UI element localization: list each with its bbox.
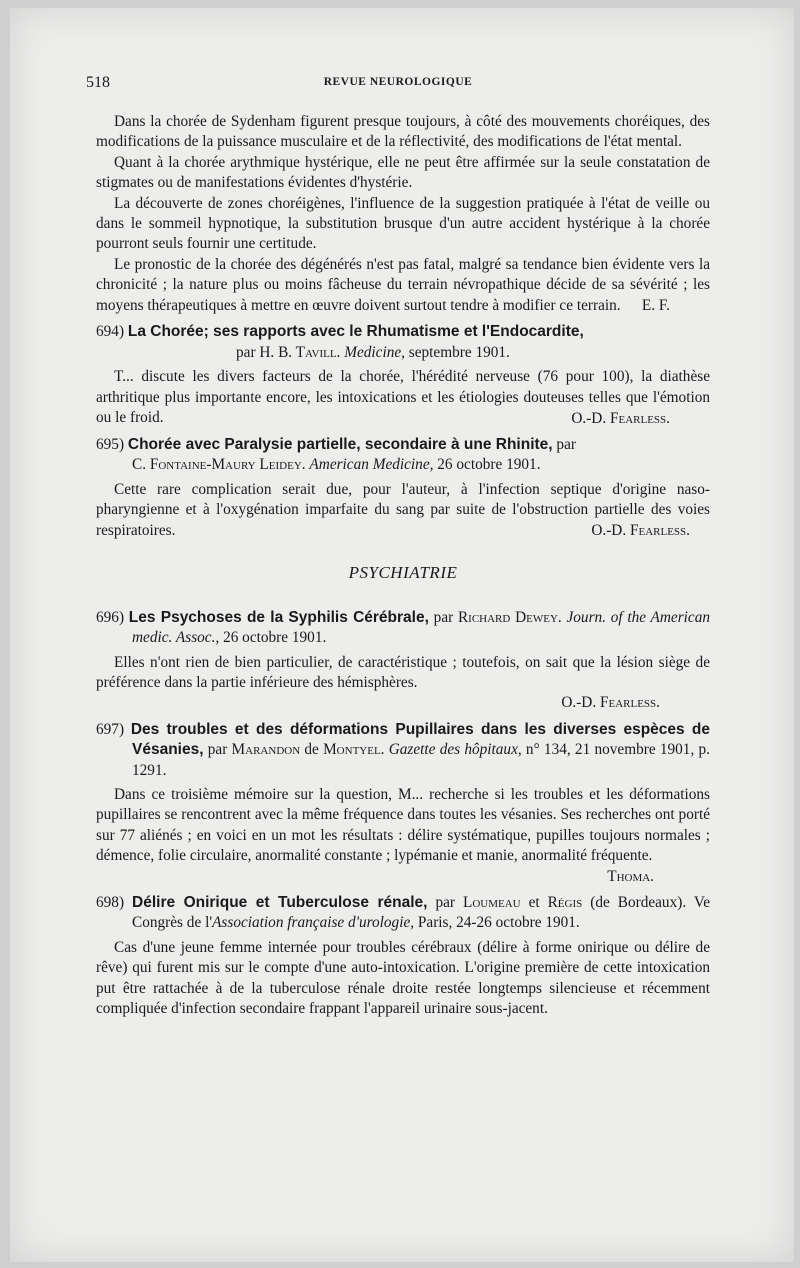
entry-signature: O.-D. Fearless. <box>571 409 670 427</box>
entry-title <box>96 322 710 342</box>
entry-title <box>96 608 710 649</box>
entry-author: Richard Dewey. <box>457 608 562 626</box>
journal-page <box>10 8 794 1262</box>
intro-paragraph: Quant à la chorée arythmique hystérique, elle ne peut être affirmée sur la seule constatation de stigmates ou de manifestations évidentes d'hystérie. <box>96 153 710 192</box>
page-content <box>96 112 710 1019</box>
entry-author: H. B. Tavill. <box>259 343 341 361</box>
entry-title-text: La Chorée; ses rapports avec le Rhumatisme et l'Endocardite, <box>127 323 584 341</box>
entry-author: Marandon <box>231 741 301 759</box>
entry-place: (de Bordeaux). Ve Congrès de l' <box>132 894 710 932</box>
entry-par: par <box>556 435 576 453</box>
entry-698 <box>96 893 710 1019</box>
entry-de: de <box>304 741 319 759</box>
entry-body: Dans ce troisième mémoire sur la question, M... recherche si les troubles et les déformations pupillaires se rencontrent avec la même fréquence dans toutes les vésanies. Ses recherches ont porté sur 77 aliénés ; en voici en un mot les résultats : délire systématique, pupilles toujours normales ; démence, folie circulaire, anormalité constante ; lypémanie et manie, anormalité fréquente. <box>96 786 710 865</box>
entry-title <box>96 435 710 455</box>
entry-source: American Medicine, <box>309 456 434 474</box>
entry-title <box>96 720 710 781</box>
byline-par: par <box>236 343 256 361</box>
entry-title-text: Les Psychoses de la Syphilis Cérébrale, <box>128 608 429 626</box>
entry-title-text: Des troubles et des déformations Pupillaires dans les diverses espèces de Vésanies, <box>130 720 710 759</box>
entry-695 <box>96 435 710 541</box>
entry-date: n° 134, 21 novembre 1901, p. 1291. <box>132 741 710 779</box>
section-heading: PSYCHIATRIE <box>348 563 458 583</box>
entry-signature: O.-D. Fearless. <box>591 521 690 539</box>
entry-body: Cas d'une jeune femme internée pour troubles cérébraux (délire à forme onirique ou délire de rêve) qui furent mis sur le compte d'une auto-intoxication. L'origine première de cette intoxication put être rattachée à de la tuberculose rénale droite restée longtemps silencieuse et récemment compliquée d'infection secondaire frappant l'appareil urinaire sous-jacent. <box>96 938 710 1018</box>
entry-date: 26 octobre 1901. <box>223 629 327 647</box>
entry-byline <box>96 455 710 475</box>
entry-et: et <box>528 894 540 912</box>
entry-number: 694) <box>96 323 125 341</box>
entry-title-text: Chorée avec Paralysie partielle, secondaire à une Rhinite, <box>127 435 553 453</box>
entry-source: Gazette des hôpitaux, <box>388 741 522 759</box>
intro-paragraph: Dans la chorée de Sydenham figurent presque toujours, à côté des mouvements choréiques, des modifications de la puissance musculaire et de la réflectivité, des modifications de l'état mental. <box>96 113 710 151</box>
page-header <box>86 74 710 94</box>
intro-signature: E. F. <box>641 297 670 315</box>
entry-author: Loumeau <box>462 894 521 912</box>
entry-number: 697) <box>96 720 125 738</box>
entry-par: par <box>207 741 228 759</box>
entry-author-2: Montyel. <box>323 741 385 759</box>
entry-signature: O.-D. Fearless. <box>561 694 660 712</box>
entry-byline <box>96 343 710 363</box>
entry-author-2: Régis <box>547 894 583 912</box>
entry-source: Journ. of the American medic. Assoc., <box>132 608 711 647</box>
entry-number: 698) <box>96 894 125 912</box>
entry-par: par <box>435 894 455 912</box>
page-number: 518 <box>86 74 110 91</box>
entry-author: C. Fontaine-Maury Leidey. <box>132 456 306 474</box>
intro-paragraph: La découverte de zones choréigènes, l'influence de la suggestion pratiquée à l'état de veille ou dans le sommeil hypnotique, la substitution brusque d'un autre accident hystérique à la chorée pourront seuls fournir une certitude. <box>96 194 710 253</box>
entry-number: 696) <box>96 608 125 626</box>
entry-697 <box>96 720 710 887</box>
entry-body: Cette rare complication serait due, pour l'auteur, à l'infection septique d'origine naso-pharyngienne et à l'oxygénation imparfaite du sang par suite de l'obstruction partielle des voies respiratoires. <box>96 480 710 539</box>
entry-696 <box>96 608 710 714</box>
entry-date: septembre 1901. <box>408 343 510 361</box>
entry-694 <box>96 322 710 428</box>
entry-body: Elles n'ont rien de bien particulier, de caractéristique ; toutefois, on sait que la lésion siège de préférence dans la partie inférieure des hémisphères. <box>96 653 710 691</box>
entry-par: par <box>433 608 454 626</box>
entry-number: 695) <box>96 435 125 453</box>
running-title: REVUE NEUROLOGIQUE <box>323 76 473 88</box>
entry-signature: Thoma. <box>607 867 654 885</box>
entry-body: T... discute les divers facteurs de la chorée, l'hérédité nerveuse (76 pour 100), la diathèse arthritique plus importante encore, les intoxications et les étiologies douteuses telles que l'émotion ou le froid. <box>96 368 710 427</box>
intro-paragraph: Le pronostic de la chorée des dégénérés n'est pas fatal, malgré sa tendance bien évidente vers la chronicité ; la nature plus ou moins fâcheuse du terrain névropathique décide de sa sévérité ; les moyens thérapeutiques à mettre en œuvre doivent surtout tendre à modifier ce terrain. <box>96 255 710 314</box>
entry-title <box>96 893 710 934</box>
entry-title-text: Délire Onirique et Tuberculose rénale, <box>132 894 428 912</box>
entry-date: 26 octobre 1901. <box>437 456 541 474</box>
entry-source: Association française d'urologie, <box>212 914 415 932</box>
entry-date: Paris, 24-26 octobre 1901. <box>417 914 580 932</box>
entry-source: Medicine, <box>344 343 405 361</box>
